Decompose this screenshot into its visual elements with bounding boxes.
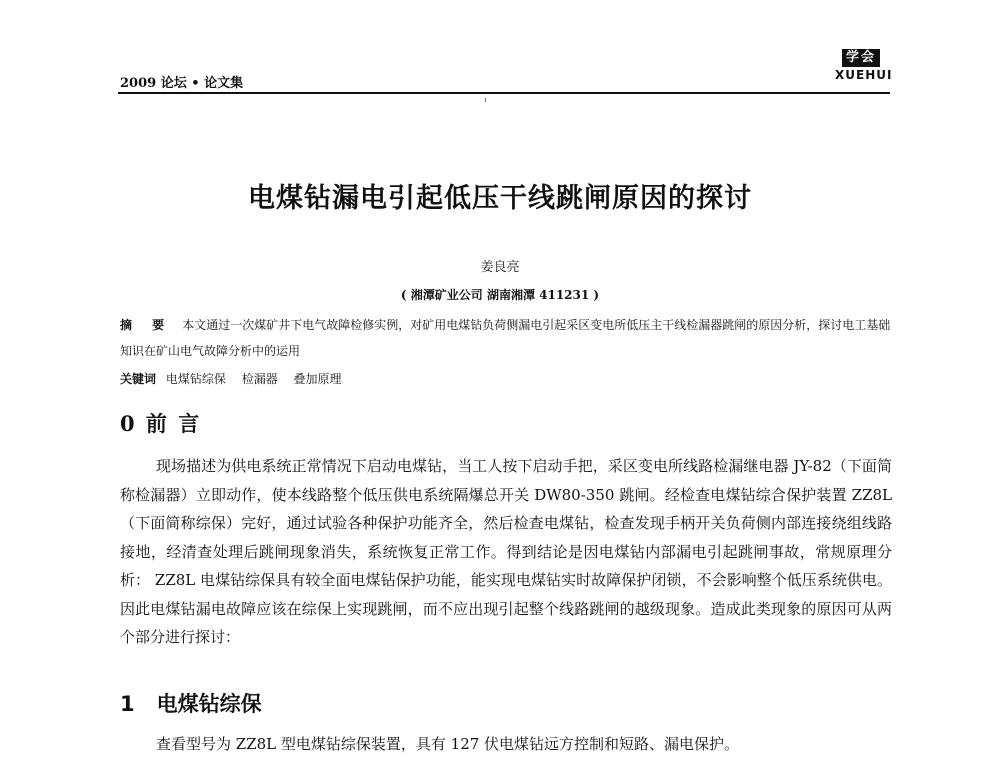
keywords-label: 关键词 — [120, 372, 157, 386]
header-rule — [118, 92, 890, 94]
logo-text: XUEHUI — [835, 68, 893, 82]
section-1-body: 查看型号为 ZZ8L 型电煤钻综保装置，具有 127 伏电煤钻远方控制和短路、漏电保护。 — [156, 735, 740, 753]
keyword: 叠加原理 — [293, 372, 342, 386]
keyword: 电煤钻综保 — [165, 372, 226, 386]
xuehui-logo — [835, 46, 893, 82]
logo-mark: 学会 — [842, 49, 880, 67]
abstract-label: 摘 要 — [120, 318, 173, 332]
paper-title: 电煤钻漏电引起低压干线跳闸原因的探讨 — [248, 183, 752, 214]
section-1-title: 电煤钻综保 — [156, 692, 262, 716]
abstract-text: 本文通过一次煤矿井下电气故障检修实例，对矿用电煤钻负荷侧漏电引起采区变电所低压主干线检漏器跳闸的原因分析，探讨电工基础知识在矿山电气故障分析中的运用 — [120, 318, 891, 358]
section-0-body: 现场描述为供电系统正常情况下启动电煤钻，当工人按下启动手把，采区变电所线路检漏继电器 JY-82（下面简称检漏器）立即动作，使本线路整个低压供电系统隔爆总开关 DW80-350 跳闸。经检查电煤钻综合保护装置 ZZ8L（下面简称综保）完好，通过试验各种保护功能齐全，然后检查电煤钻，检查发现手柄开关负荷侧内部连接绕组线路接地，经清查处理后跳闸现象消失，系统恢复正常工作。得到结论是因电煤钻内部漏电引起跳闸事故，常规原理分析： ZZ8L 电煤钻综保具有较全面电煤钻保护功能，能实现电煤钻实时故障保护闭锁，不会影响整个低压系统供电。因此电煤钻漏电故障应该在综保上实现跳闸，而不应出现引起整个线路跳闸的越级现象。造成此类现象的原因可从两个部分进行探讨： — [120, 457, 892, 646]
keyword: 检漏器 — [241, 372, 278, 386]
abstract — [120, 312, 892, 364]
section-0-heading: 0 前 言 — [120, 411, 202, 436]
paper-affiliation: ( 湘潭矿业公司 湖南湘潭 411231 ) — [400, 288, 600, 302]
paper-author: 姜良亮 — [480, 260, 520, 275]
scan-tick-mark — [485, 98, 486, 102]
keywords — [120, 368, 892, 390]
section-1-heading — [120, 688, 262, 718]
journal-header: 2009 论坛 • 论文集 — [120, 76, 244, 91]
section-1-number: 1 — [120, 692, 135, 716]
